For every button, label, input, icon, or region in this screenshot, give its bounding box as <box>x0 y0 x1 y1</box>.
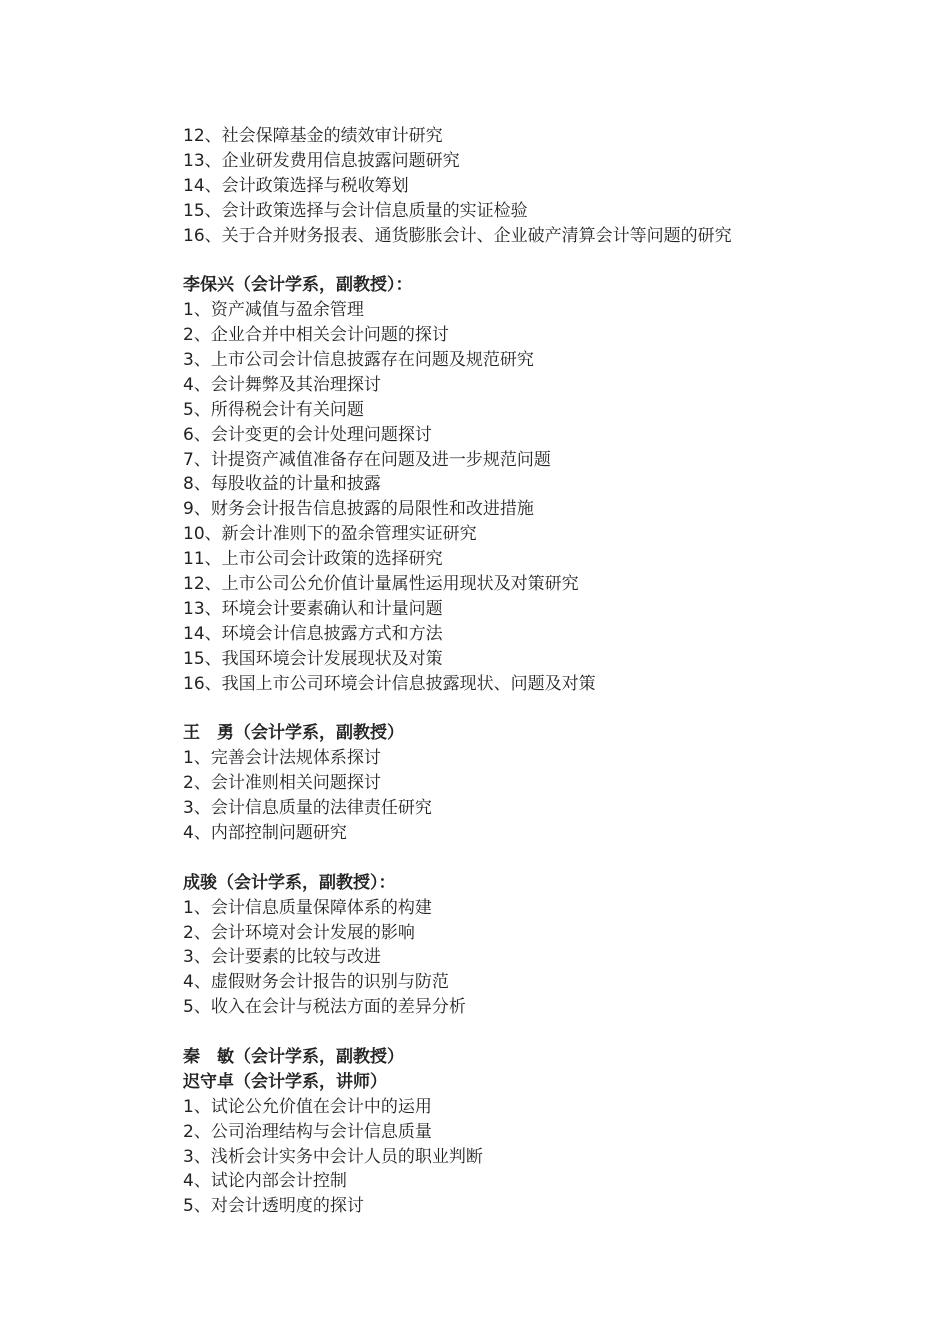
topic-item: 2、企业合并中相关会计问题的探讨 <box>183 325 449 346</box>
topic-section-continued <box>183 124 903 248</box>
topic-item: 5、所得税会计有关问题 <box>183 399 364 420</box>
topic-item: 14、环境会计信息披露方式和方法 <box>183 623 443 644</box>
topic-item: 5、对会计透明度的探讨 <box>183 1196 364 1217</box>
topic-item: 4、试论内部会计控制 <box>183 1171 347 1192</box>
topic-item: 5、收入在会计与税法方面的差异分析 <box>183 997 466 1018</box>
topic-item: 7、计提资产减值准备存在问题及进一步规范问题 <box>183 449 551 470</box>
advisor-heading: 李保兴（会计学系，副教授）： <box>183 275 413 296</box>
topic-item: 4、内部控制问题研究 <box>183 822 347 843</box>
topic-item: 8、每股收益的计量和披露 <box>183 474 381 495</box>
topic-item: 4、虚假财务会计报告的识别与防范 <box>183 972 449 993</box>
topic-item: 13、环境会计要素确认和计量问题 <box>183 598 443 619</box>
document-body <box>183 124 903 1219</box>
topic-item: 10、新会计准则下的盈余管理实证研究 <box>183 524 477 545</box>
topic-item: 1、完善会计法规体系探讨 <box>183 748 381 769</box>
advisor-subheading: 迟守卓（会计学系，讲师） <box>183 1071 387 1092</box>
topic-section-li-baoxing <box>183 273 903 696</box>
section-spacer <box>183 248 903 273</box>
topic-item: 6、会计变更的会计处理问题探讨 <box>183 424 432 445</box>
advisor-heading: 成骏（会计学系，副教授）： <box>183 872 396 893</box>
topic-item: 2、会计环境对会计发展的影响 <box>183 922 415 943</box>
topic-item: 14、会计政策选择与税收筹划 <box>183 175 409 196</box>
topic-item: 16、我国上市公司环境会计信息披露现状、问题及对策 <box>183 673 596 694</box>
topic-item: 15、会计政策选择与会计信息质量的实证检验 <box>183 200 528 221</box>
advisor-heading: 王 勇（会计学系，副教授） <box>183 723 404 744</box>
topic-item: 13、企业研发费用信息披露问题研究 <box>183 150 460 171</box>
section-spacer <box>183 1020 903 1045</box>
topic-item: 3、上市公司会计信息披露存在问题及规范研究 <box>183 350 534 371</box>
section-spacer <box>183 846 903 871</box>
topic-item: 2、会计准则相关问题探讨 <box>183 773 381 794</box>
topic-section-qin-min-chi-shouzhuo <box>183 1045 903 1219</box>
topic-item: 9、财务会计报告信息披露的局限性和改进措施 <box>183 499 534 520</box>
topic-section-cheng-jun <box>183 871 903 1020</box>
topic-item: 3、浅析会计实务中会计人员的职业判断 <box>183 1146 483 1167</box>
topic-item: 1、试论公允价值在会计中的运用 <box>183 1096 432 1117</box>
section-spacer <box>183 696 903 721</box>
topic-item: 4、会计舞弊及其治理探讨 <box>183 374 381 395</box>
topic-section-wang-yong <box>183 721 903 845</box>
topic-item: 12、上市公司公允价值计量属性运用现状及对策研究 <box>183 574 579 595</box>
topic-item: 15、我国环境会计发展现状及对策 <box>183 648 443 669</box>
topic-item: 2、公司治理结构与会计信息质量 <box>183 1121 432 1142</box>
advisor-heading: 秦 敏（会计学系，副教授） <box>183 1046 404 1067</box>
topic-item: 3、会计信息质量的法律责任研究 <box>183 798 432 819</box>
topic-item: 16、关于合并财务报表、通货膨胀会计、企业破产清算会计等问题的研究 <box>183 225 732 246</box>
topic-item: 12、社会保障基金的绩效审计研究 <box>183 126 443 146</box>
topic-item: 11、上市公司会计政策的选择研究 <box>183 549 443 570</box>
topic-item: 1、会计信息质量保障体系的构建 <box>183 897 432 918</box>
topic-item: 1、资产减值与盈余管理 <box>183 300 364 321</box>
topic-item: 3、会计要素的比较与改进 <box>183 947 381 968</box>
